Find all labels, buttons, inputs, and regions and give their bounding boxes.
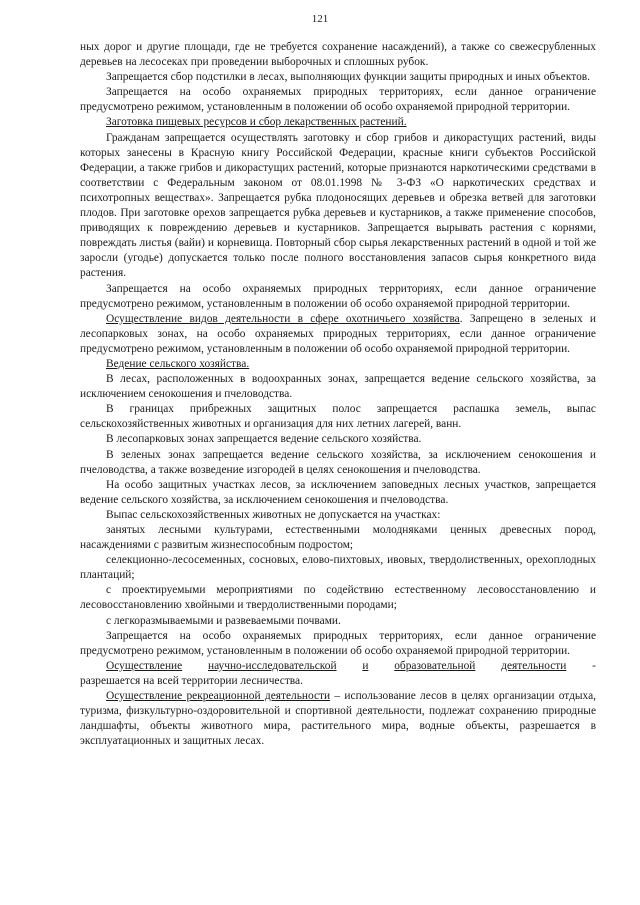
heading-text: Заготовка пищевых ресурсов и сбор лекарственных растений. [106,116,407,129]
paragraph-recreation [80,689,596,749]
heading-word: и [362,659,369,672]
paragraph-hunting [80,312,596,357]
list-item: с легкоразмываемыми и развеваемыми почвами. [106,614,341,627]
page-number: 121 [311,13,329,25]
list-item: занятых лесными культурами, естественными молодняками ценных древесных пород, насаждениями с развитым жизнеспособным подростом; [80,524,596,552]
section-heading-agriculture [80,357,596,372]
paragraph-research: разрешается на всей территории лесничества. [80,674,303,687]
section-heading-hunting: Осуществление видов деятельности в сфере охотничьего хозяйства [106,312,460,325]
paragraph-water-protection: В лесах, расположенных в водоохранных зонах, запрещается ведение сельского хозяйства, за исключением сенокошения и пчеловодства. [80,373,596,401]
heading-word: образовательной [394,659,476,672]
heading-word: научно-исследовательской [207,659,337,672]
paragraph-protected-areas-3: Запрещается на особо охраняемых природных территориях, если данное ограничение предусмотрено режимом, установленным в положении об особо охраняемой природной территории. [80,629,596,657]
paragraph-protected-areas-2: Запрещается на особо охраняемых природных территориях, если данное ограничение предусмотрено режимом, установленным в положении об особо охраняемой природной территории. [80,282,596,310]
paragraph-hunting-text: . Запрещено в зеленых и лесопарковых зонах, на особо охраняемых природных территориях, если данное ограничение предусмотрено режимом, установленным в положении об особо охраняемой природной территории. [80,312,597,355]
paragraph-coastal-strips: В границах прибрежных защитных полос запрещается распашка земель, выпас сельскохозяйственных животных и организация для них летних лагерей, ванн. [80,403,596,431]
section-heading-recreation: Осуществление рекреационной деятельности [106,690,331,703]
paragraph-continuation: ных дорог и другие площади, где не требуется сохранение насаждений), а также со свежесрубленных деревьев на лесосеках при проведении выборочных и сплошных рубок. [80,41,596,69]
paragraph-green-zones: В зеленых зонах запрещается ведение сельского хозяйства, за исключением сенокошения и пчеловодства, а также возведение изгородей в целях сенокошения и пчеловодства. [80,448,596,476]
paragraph-grazing: Выпас сельскохозяйственных животных не допускается на участках: [106,508,441,521]
heading-dash: - [592,659,596,672]
heading-word: деятельности [501,659,567,672]
paragraph-recreation-text: – использование лесов в целях организации отдыха, туризма, физкультурно-оздоровительной и спортивной деятельности, подлежат сохранению природные ландшафты, объекты животного мира, растительного мира, водные объекты, разрешается в эксплуатационных и защитных лесах. [80,690,596,748]
paragraph-special-protection: На особо защитных участках лесов, за исключением заповедных лесных участков, запрещается ведение сельского хозяйства, за исключением сенокошения и пчеловодства. [80,478,596,506]
section-heading-research [80,659,596,674]
section-heading-food-resources [80,115,596,130]
paragraph-gathering-rules: Гражданам запрещается осуществлять заготовку и сбор грибов и дикорастущих растений, виды которых занесены в Красную книгу Российской Федерации, красные книги субъектов Российской Федерации, а также грибов и дикорастущих растений, которые признаются наркотическими средствами в соответствии с Федеральным законом от 08.01.1998 № 3-ФЗ «О наркотических средствах и психотропных веществах». Запрещается рубка плодоносящих деревьев и обрезка ветвей для заготовки плодов. При заготовке орехов запрещается рубка деревьев и кустарников, а также применение способов, приводящих к повреждению деревьев и кустарников. Запрещается вырывать растения с корнями, повреждать листья (вайи) и корневища. Повторный сбор сырья лекарственных растений в одной и той же заросли (угодье) допускается только после полного восстановления запасов сырья конкретного вида растения. [80,131,596,280]
paragraph-protected-areas-1: Запрещается на особо охраняемых природных территориях, если данное ограничение предусмотрено режимом, установленным в положении об особо охраняемой природной территории. [80,86,596,114]
paragraph-forest-park: В лесопарковых зонах запрещается ведение сельского хозяйства. [106,433,422,446]
heading-word: Осуществление [106,659,183,672]
list-item: с проектируемыми мероприятиями по содействию естественному лесовосстановлению и лесовосстановлению хвойными и твердолиственными породами; [80,584,596,612]
list-item: селекционно-лесосеменных, сосновых, елово-пихтовых, ивовых, твердолиственных, орехоплодных плантаций; [80,554,596,582]
page-body [80,40,596,749]
heading-text: Ведение сельского хозяйства. [106,357,250,370]
paragraph-litter-ban: Запрещается сбор подстилки в лесах, выполняющих функции защиты природных и иных объектов. [106,71,590,84]
